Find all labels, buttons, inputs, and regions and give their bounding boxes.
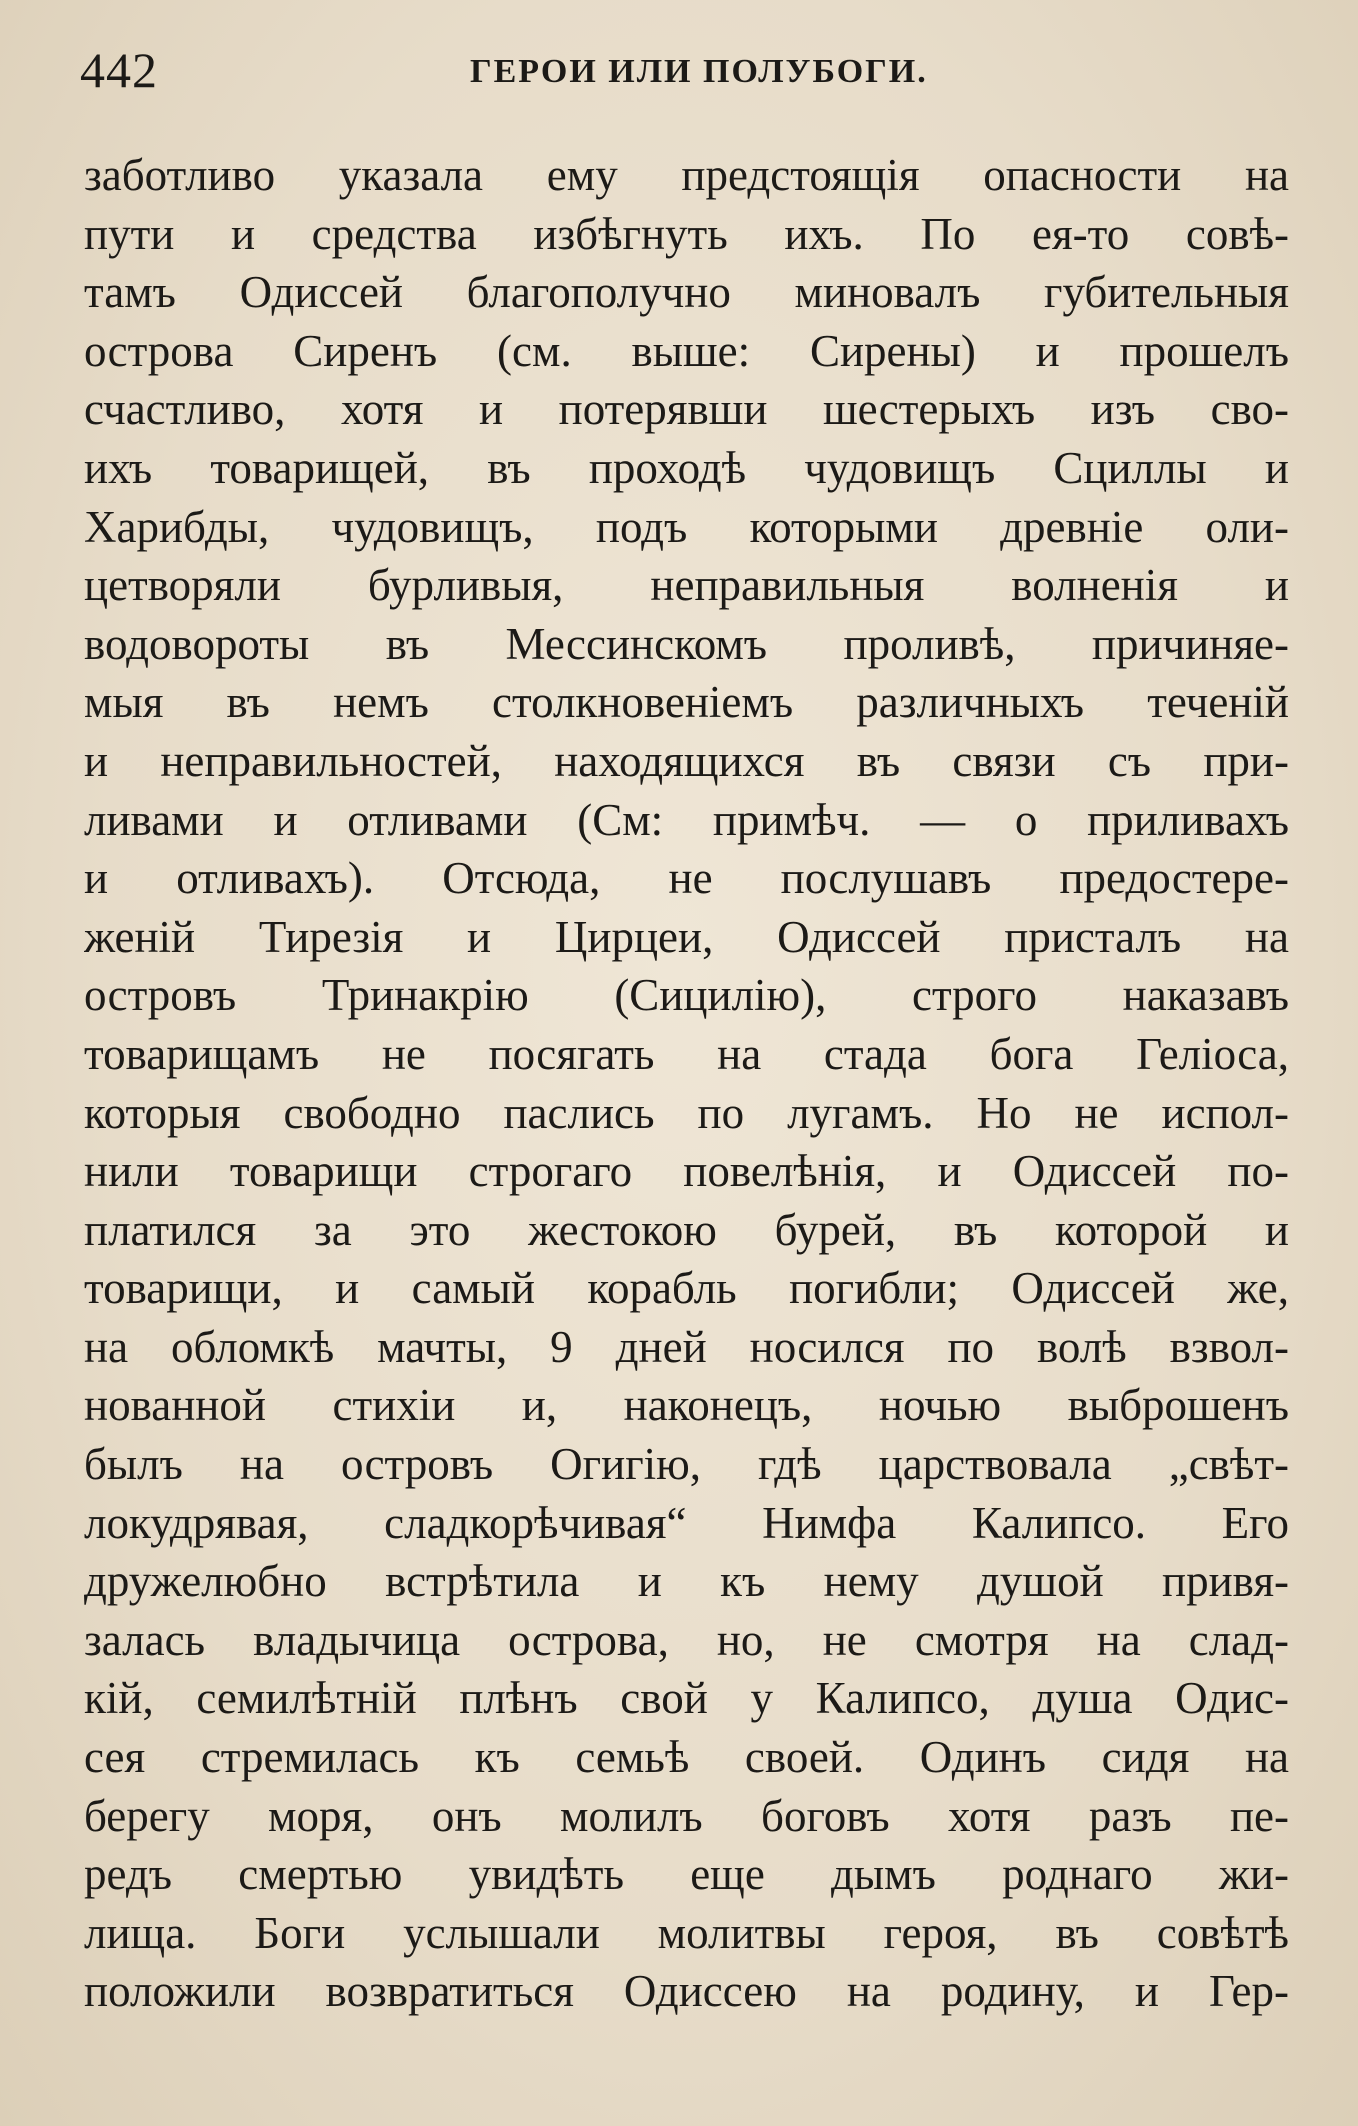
text-line: и отливахъ). Отсюда, не послушавъ предостере- [84, 853, 1289, 904]
text-line: которыя свободно паслись по лугамъ. Но не испол- [84, 1087, 1289, 1138]
text-line: лища. Боги услышали молитвы героя, въ совѣтѣ [84, 1907, 1289, 1958]
text-line: пути и средства избѣгнуть ихъ. По ея-то совѣ- [84, 208, 1289, 259]
text-line: сея стремилась къ семьѣ своей. Одинъ сидя на [84, 1732, 1289, 1783]
text-line: ливами и отливами (См: примѣч. — о приливахъ [84, 794, 1289, 845]
text-line: залась владычица острова, но, не смотря на слад- [84, 1614, 1289, 1665]
text-line: Харибды, чудовищъ, подъ которыми древніе оли- [84, 501, 1289, 552]
text-line: берегу моря, онъ молилъ боговъ хотя разъ пе- [84, 1790, 1289, 1841]
text-line: водовороты въ Мессинскомъ проливѣ, причиняе- [84, 618, 1289, 669]
text-line: острова Сиренъ (см. выше: Сирены) и прошелъ [84, 325, 1289, 376]
text-line: положили возвратиться Одиссею на родину, и Гер- [84, 1966, 1289, 2017]
page-number: 442 [80, 42, 158, 98]
text-line: товарищи, и самый корабль погибли; Одиссей же, [84, 1263, 1289, 1314]
text-line: нованной стихіи и, наконецъ, ночью выброшенъ [84, 1380, 1289, 1431]
text-line: платился за это жестокою бурей, въ которой и [84, 1204, 1289, 1255]
text-line: кій, семилѣтній плѣнъ свой у Калипсо, душа Одис- [84, 1673, 1289, 1724]
page-header [80, 40, 1280, 100]
text-line: локудрявая, сладкорѣчивая“ Нимфа Калипсо. Его [84, 1497, 1289, 1548]
text-line: нили товарищи строгаго повелѣнія, и Одиссей по- [84, 1146, 1289, 1197]
text-line: мыя въ немъ столкновеніемъ различныхъ теченій [84, 677, 1289, 728]
body-text [84, 146, 1289, 2021]
text-line: женій Тирезія и Цирцеи, Одиссей присталъ на [84, 911, 1289, 962]
text-line: и неправильностей, находящихся въ связи съ при- [84, 735, 1289, 786]
text-line: редъ смертью увидѣть еще дымъ роднаго жи- [84, 1849, 1289, 1900]
text-line: заботливо указала ему предстоящія опасности на [84, 150, 1289, 200]
text-line: счастливо, хотя и потерявши шестерыхъ изъ сво- [84, 384, 1289, 435]
text-line: цетворяли бурливыя, неправильныя волненія и [84, 560, 1289, 611]
text-line: дружелюбно встрѣтила и къ нему душой привя- [84, 1556, 1289, 1607]
text-line: тамъ Одиссей благополучно миновалъ губительныя [84, 267, 1289, 318]
text-line: товарищамъ не посягать на стада бога Геліоса, [84, 1028, 1289, 1079]
text-line: на обломкѣ мачты, 9 дней носился по волѣ взвол- [84, 1321, 1289, 1372]
running-head: ГЕРОИ ИЛИ ПОЛУБОГИ. [470, 53, 928, 90]
text-line: островъ Тринакрію (Сицилію), строго наказавъ [84, 970, 1289, 1021]
text-line: ихъ товарищей, въ проходѣ чудовищъ Сциллы и [84, 442, 1289, 493]
text-line: былъ на островъ Огигію, гдѣ царствовала „свѣт- [84, 1439, 1289, 1490]
